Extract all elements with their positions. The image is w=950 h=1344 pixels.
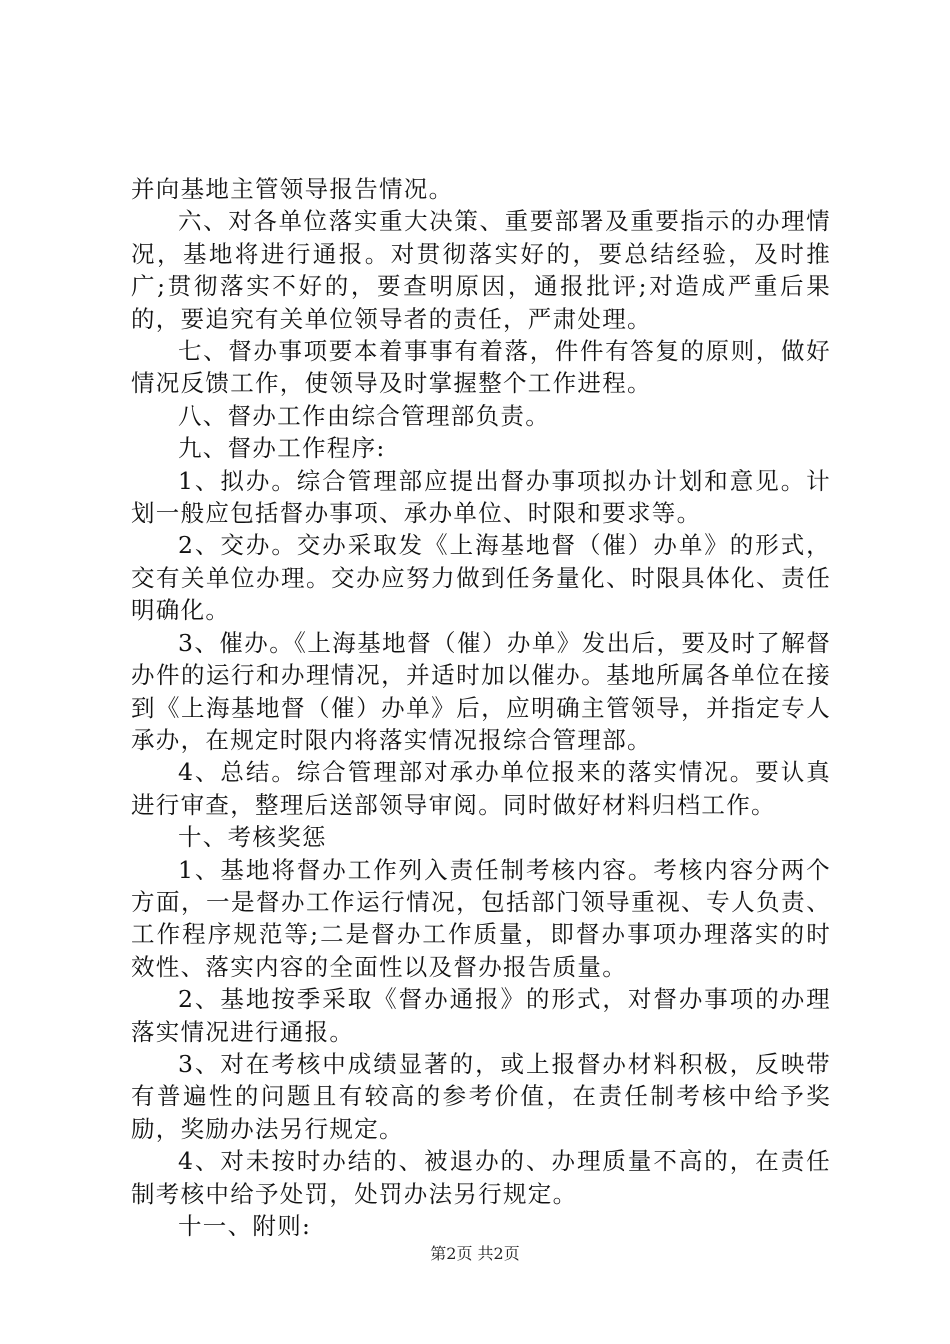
assessment-item-2: 2、基地按季采取《督办通报》的形式，对督办事项的办理落实情况进行通报。 (131, 985, 831, 1046)
assessment-item-3: 3、对在考核中成绩显著的，或上报督办材料积极，反映带有普遍性的问题且有较高的参考价值，在责任制考核中给予奖励，奖励办法另行规定。 (131, 1049, 831, 1143)
paragraph-item-8: 八、督办工作由综合管理部负责。 (178, 401, 550, 430)
paragraph-item-7: 七、督办事项要本着事事有着落，件件有答复的原则，做好情况反馈工作，使领导及时掌握整个工作进程。 (131, 337, 831, 398)
section-heading-procedure: 九、督办工作程序: (178, 434, 386, 463)
section-heading-supplementary: 十一、附则: (178, 1212, 312, 1240)
assessment-item-4: 4、对未按时办结的、被退办的、办理质量不高的，在责任制考核中给予处罚，处罚办法另行规定。 (131, 1147, 831, 1208)
paragraph-item-6: 六、对各单位落实重大决策、重要部署及重要指示的办理情况，基地将进行通报。对贯彻落实好的，要总结经验，及时推广;贯彻落实不好的，要查明原因，通报批评;对造成严重后果的，要追究有关单位领导者的责任，严肃处理。 (131, 207, 831, 333)
document-body (131, 173, 831, 1242)
paragraph-continuation: 并向基地主管领导报告情况。 (131, 175, 454, 203)
section-heading-assessment: 十、考核奖惩 (178, 823, 327, 852)
procedure-step-2: 2、交办。交办采取发《上海基地督（催）办单》的形式，交有关单位办理。交办应努力做到任务量化、时限具体化、责任明确化。 (131, 531, 831, 625)
page-footer: 第2页 共2页 (430, 1244, 520, 1263)
procedure-step-4: 4、总结。综合管理部对承办单位报来的落实情况。要认真进行审查，整理后送部领导审阅。同时做好材料归档工作。 (131, 758, 831, 819)
procedure-step-3: 3、催办。《上海基地督（催）办单》发出后，要及时了解督办件的运行和办理情况，并适时加以催办。基地所属各单位在接到《上海基地督（催）办单》后，应明确主管领导，并指定专人承办，在规定时限内将落实情况报综合管理部。 (131, 628, 831, 754)
procedure-step-1: 1、拟办。综合管理部应提出督办事项拟办计划和意见。计划一般应包括督办事项、承办单位、时限和要求等。 (131, 466, 831, 528)
assessment-item-1: 1、基地将督办工作列入责任制考核内容。考核内容分两个方面，一是督办工作运行情况，包括部门领导重视、专人负责、工作程序规范等;二是督办工作质量，即督办事项办理落实的时效性、落实内容的全面性以及督办报告质量。 (131, 855, 831, 981)
